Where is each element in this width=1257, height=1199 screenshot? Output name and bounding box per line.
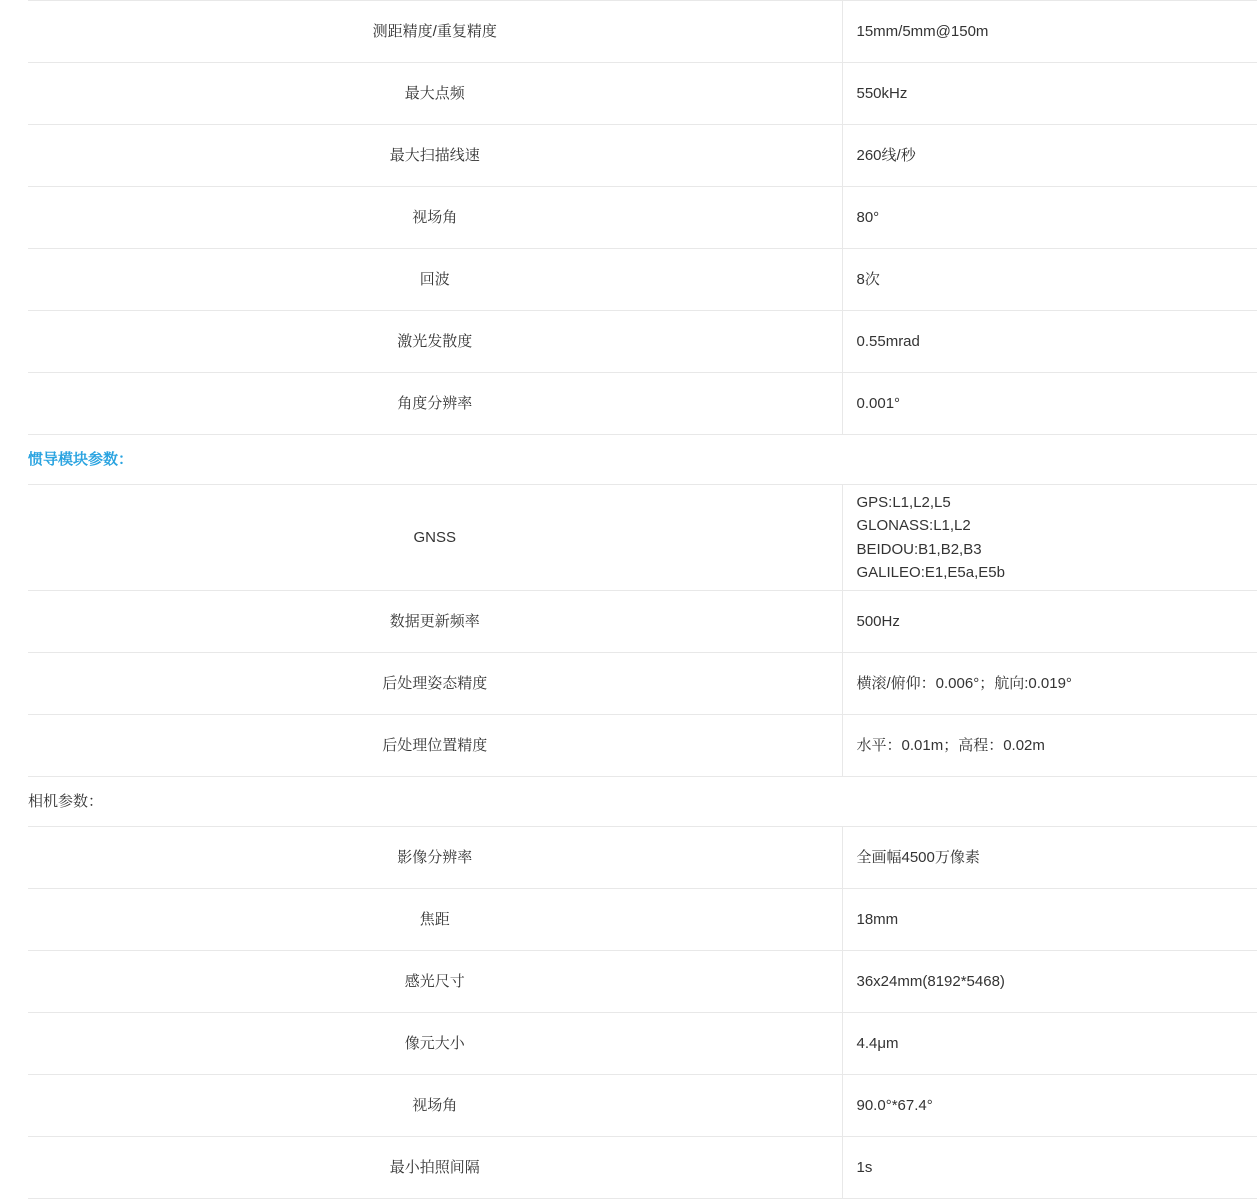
spec-value <box>842 187 1257 249</box>
ins-spec-table <box>28 484 1257 777</box>
spec-name: 像元大小 <box>28 1013 842 1075</box>
spec-value-line: 横滚/俯仰：0.006°；航向:0.019° <box>857 672 1257 695</box>
spec-value <box>842 125 1257 187</box>
spec-value <box>842 653 1257 715</box>
table-row <box>28 1 1257 63</box>
table-row <box>28 951 1257 1013</box>
section-title-camera: 相机参数： <box>0 777 1257 826</box>
spec-value <box>842 63 1257 125</box>
spec-value <box>842 1075 1257 1137</box>
table-row <box>28 249 1257 311</box>
spec-value <box>842 373 1257 435</box>
spec-value <box>842 1013 1257 1075</box>
spec-value-line: 90.0°*67.4° <box>857 1094 1257 1117</box>
spec-name: 测距精度/重复精度 <box>28 1 842 63</box>
spec-value <box>842 485 1257 591</box>
spec-name: 影像分辨率 <box>28 827 842 889</box>
table-row <box>28 187 1257 249</box>
table-row <box>28 311 1257 373</box>
spec-value-line: 260线/秒 <box>857 144 1257 167</box>
camera-spec-table <box>28 826 1257 1199</box>
spec-value-line: 0.55mrad <box>857 330 1257 353</box>
spec-name: 最小拍照间隔 <box>28 1137 842 1199</box>
spec-value-line: 80° <box>857 206 1257 229</box>
table-row <box>28 715 1257 777</box>
spec-value-line: 1s <box>857 1156 1257 1179</box>
spec-value-line: 4.4μm <box>857 1032 1257 1055</box>
spec-value-line: 0.001° <box>857 392 1257 415</box>
spec-value-line: 水平：0.01m；高程：0.02m <box>857 734 1257 757</box>
spec-name: GNSS <box>28 485 842 591</box>
table-row <box>28 1137 1257 1199</box>
spec-name: 最大扫描线速 <box>28 125 842 187</box>
spec-value <box>842 827 1257 889</box>
spec-value-line: 15mm/5mm@150m <box>857 20 1257 43</box>
spec-name: 最大点频 <box>28 63 842 125</box>
spec-name: 数据更新频率 <box>28 591 842 653</box>
table-row <box>28 63 1257 125</box>
table-row <box>28 1075 1257 1137</box>
section-title-ins: 惯导模块参数： <box>0 435 1257 484</box>
spec-value-line: BEIDOU:B1,B2,B3 <box>857 538 1257 561</box>
spec-value-line: GPS:L1,L2,L5 <box>857 491 1257 514</box>
spec-name: 角度分辨率 <box>28 373 842 435</box>
spec-value-line: 18mm <box>857 908 1257 931</box>
spec-name: 视场角 <box>28 187 842 249</box>
spec-value <box>842 1 1257 63</box>
spec-value <box>842 591 1257 653</box>
spec-value-line: 36x24mm(8192*5468) <box>857 970 1257 993</box>
table-row <box>28 591 1257 653</box>
spec-value-line: GALILEO:E1,E5a,E5b <box>857 561 1257 584</box>
spec-value-line: 8次 <box>857 268 1257 291</box>
spec-value-line: 550kHz <box>857 82 1257 105</box>
spec-value-line: 500Hz <box>857 610 1257 633</box>
spec-value <box>842 715 1257 777</box>
table-row <box>28 827 1257 889</box>
table-row <box>28 485 1257 591</box>
spec-value <box>842 249 1257 311</box>
spec-value <box>842 951 1257 1013</box>
spec-name: 视场角 <box>28 1075 842 1137</box>
spec-name: 后处理位置精度 <box>28 715 842 777</box>
spec-name: 后处理姿态精度 <box>28 653 842 715</box>
spec-name: 焦距 <box>28 889 842 951</box>
spec-value-line: 全画幅4500万像素 <box>857 846 1257 869</box>
spec-value <box>842 1137 1257 1199</box>
table-row <box>28 373 1257 435</box>
spec-value-line: GLONASS:L1,L2 <box>857 514 1257 537</box>
spec-value <box>842 889 1257 951</box>
table-row <box>28 125 1257 187</box>
spec-value <box>842 311 1257 373</box>
lidar-spec-table <box>28 0 1257 435</box>
spec-name: 感光尺寸 <box>28 951 842 1013</box>
table-row <box>28 653 1257 715</box>
table-row <box>28 889 1257 951</box>
spec-name: 回波 <box>28 249 842 311</box>
table-row <box>28 1013 1257 1075</box>
spec-name: 激光发散度 <box>28 311 842 373</box>
